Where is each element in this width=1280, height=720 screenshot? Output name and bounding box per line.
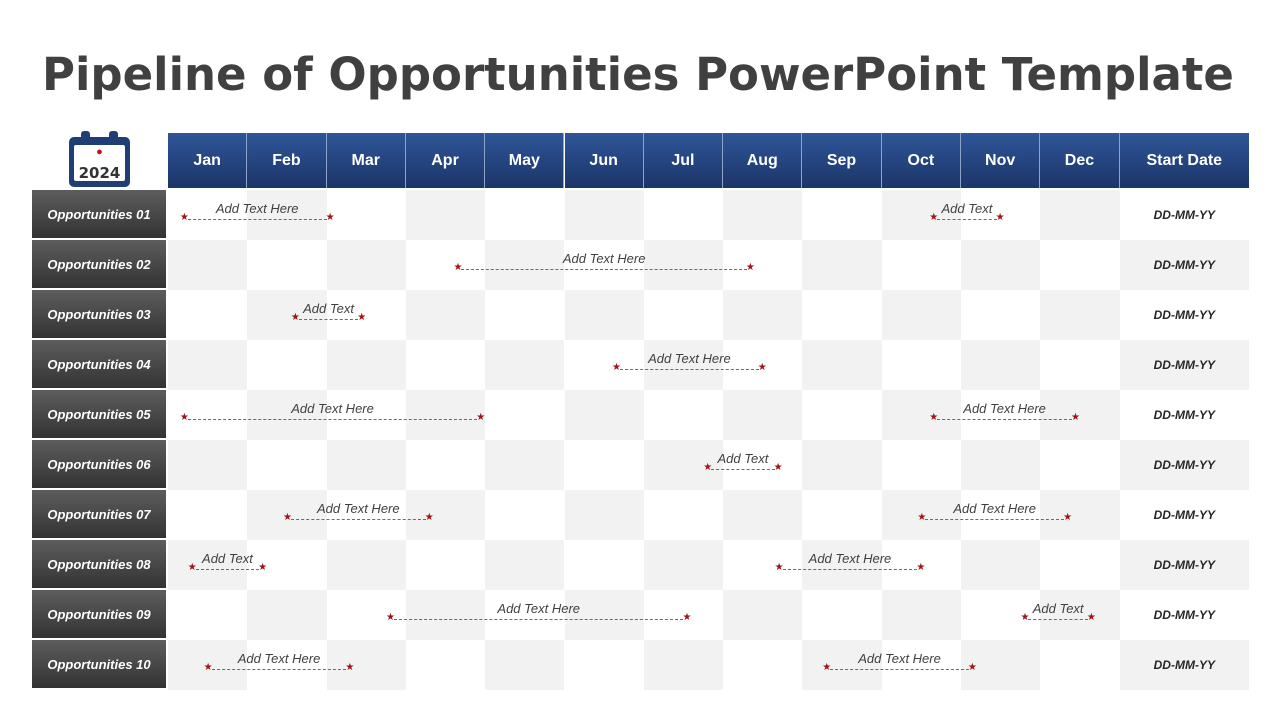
dashed-line [188,219,327,220]
timeline-bar[interactable] [179,401,486,424]
page-title: Pipeline of Opportunities PowerPoint Template [42,48,1234,101]
timeline-bar[interactable] [453,251,755,274]
grid-cell [961,340,1040,390]
grid-cell [1040,340,1119,390]
grid-cell [406,190,485,240]
grid-cell [485,390,564,440]
grid-cell [1040,540,1119,590]
dashed-line [212,669,347,670]
grid-cell [644,540,723,590]
grid-cell [644,490,723,540]
row-label: Opportunities 07 [32,490,166,540]
timeline-bar[interactable] [612,351,767,374]
timeline-bar[interactable] [917,501,1073,524]
start-date-value: DD-MM-YY [1153,608,1215,622]
grid-cell [644,290,723,340]
dashed-line [461,269,746,270]
star-end-icon: ★ [1071,412,1080,423]
grid-cell [247,240,326,290]
star-start-icon: ★ [386,612,395,623]
start-date-value: DD-MM-YY [1153,408,1215,422]
bar-label: Add Text Here [808,551,892,566]
start-date-value: DD-MM-YY [1153,658,1215,672]
row-label: Opportunities 06 [32,440,166,490]
timeline-bar[interactable] [282,501,434,524]
grid-cell [406,640,485,690]
grid-cell [802,190,881,240]
start-date-header: Start Date [1120,133,1249,188]
month-header-mar: Mar [327,133,406,188]
row-label: Opportunities 04 [32,340,166,390]
star-start-icon: ★ [290,312,300,323]
dashed-line [299,319,358,320]
star-start-icon: ★ [929,212,939,223]
grid-cell [723,590,802,640]
grid-cell [406,540,485,590]
grid-cell [961,540,1040,590]
grid-cell [723,490,802,540]
grid-cell [485,290,564,340]
timeline-bar[interactable] [929,401,1080,424]
start-date-value: DD-MM-YY [1153,208,1215,222]
grid-cell [882,240,961,290]
star-start-icon: ★ [453,262,463,273]
star-start-icon: ★ [703,462,713,473]
timeline-bar[interactable] [774,551,926,574]
star-end-icon: ★ [357,312,367,323]
row-label: Opportunities 01 [32,190,166,240]
month-header-nov: Nov [961,133,1040,188]
grid-cell [802,390,881,440]
star-start-icon: ★ [187,562,197,573]
bar-label: Add Text [303,301,354,316]
grid-cell [802,240,881,290]
dashed-line [1028,619,1087,620]
grid-cell [644,640,723,690]
grid-cell [723,640,802,690]
timeline-bar[interactable] [703,451,783,474]
grid-cell [1040,190,1119,240]
grid-cell [961,240,1040,290]
month-header-jul: Jul [644,133,723,188]
start-date-value: DD-MM-YY [1153,458,1215,472]
star-end-icon: ★ [682,612,692,623]
row-label: Opportunities 05 [32,390,166,440]
bar-label: Add Text Here [858,651,941,666]
star-end-icon: ★ [424,512,434,523]
dashed-line [925,519,1064,520]
bar-label: Add Text Here [497,601,581,616]
start-date-value: DD-MM-YY [1153,358,1215,372]
start-date-value: DD-MM-YY [1153,558,1215,572]
grid-cell [1040,640,1119,690]
month-header-dec: Dec [1040,133,1119,188]
dashed-line [937,219,996,220]
grid-cell [168,290,247,340]
grid-cell [882,340,961,390]
month-header-aug: Aug [723,133,802,188]
month-header-feb: Feb [247,133,326,188]
star-start-icon: ★ [612,362,621,373]
star-start-icon: ★ [203,662,213,673]
bar-label: Add Text [717,451,769,466]
grid-cell [644,190,723,240]
grid-cell [247,340,326,390]
grid-cell [168,490,247,540]
grid-cell [247,440,326,490]
bar-label: Add Text [1032,601,1084,616]
star-start-icon: ★ [917,512,927,523]
bar-label: Add Text Here [291,401,374,416]
star-end-icon: ★ [773,462,783,473]
grid-cell [802,290,881,340]
grid-cell [1040,440,1119,490]
grid-cell [565,190,644,240]
row-label: Opportunities 09 [32,590,166,640]
grid-cell [485,490,564,540]
grid-cell [723,190,802,240]
star-start-icon: ★ [179,212,189,223]
star-end-icon: ★ [345,662,355,673]
bar-label: Add Text [941,201,993,216]
timeline-bar[interactable] [929,201,1005,224]
grid-cell [565,440,644,490]
star-end-icon: ★ [476,412,486,423]
star-end-icon: ★ [325,212,335,223]
pipeline-grid [32,133,1249,688]
star-end-icon: ★ [745,262,755,273]
grid-cell [565,290,644,340]
grid-cell [168,590,247,640]
star-end-icon: ★ [916,562,926,573]
grid-cell [644,390,723,440]
dashed-line [783,569,918,570]
grid-cell [406,290,485,340]
grid-cell [485,640,564,690]
grid-cell [485,540,564,590]
grid-cell [802,590,881,640]
dashed-line [196,569,259,570]
row-label: Opportunities 10 [32,640,166,690]
lightbulb-icon: ● [96,146,103,158]
grid-cell [327,540,406,590]
calendar-year: 2024 [78,164,121,182]
grid-cell [485,340,564,390]
start-date-value: DD-MM-YY [1153,308,1215,322]
start-date-value: DD-MM-YY [1153,508,1215,522]
grid-cell [961,440,1040,490]
grid-cell [882,590,961,640]
month-header-sep: Sep [802,133,881,188]
grid-cell [327,340,406,390]
grid-cell [723,390,802,440]
row-label: Opportunities 08 [32,540,166,590]
grid-cell [327,440,406,490]
grid-cell [1040,240,1119,290]
row-label: Opportunities 02 [32,240,166,290]
star-start-icon: ★ [179,412,189,423]
grid-cell [565,490,644,540]
grid-cell [882,290,961,340]
timeline-bar[interactable] [203,651,355,674]
star-start-icon: ★ [282,512,292,523]
grid-cell [168,440,247,490]
bar-label: Add Text [202,551,253,566]
month-header-oct: Oct [882,133,961,188]
grid-cell [723,290,802,340]
star-start-icon: ★ [822,662,832,673]
grid-cell [327,240,406,290]
grid-cell [406,340,485,390]
star-end-icon: ★ [757,362,767,373]
timeline-bar[interactable] [187,551,268,574]
bar-label: Add Text Here [562,251,646,266]
dashed-line [937,419,1072,420]
star-start-icon: ★ [929,412,939,423]
bar-label: Add Text Here [316,501,400,516]
grid-cell [565,390,644,440]
month-header-jan: Jan [168,133,247,188]
timeline-bar[interactable] [386,601,692,624]
grid-cell [327,190,406,240]
month-header-apr: Apr [406,133,485,188]
dashed-line [188,419,477,420]
bar-label: Add Text Here [648,351,731,366]
grid-cell [168,240,247,290]
timeline-bar[interactable] [822,651,977,674]
grid-cell [802,440,881,490]
grid-cell [802,340,881,390]
star-end-icon: ★ [967,662,977,673]
bar-label: Add Text Here [963,401,1046,416]
row-label: Opportunities 03 [32,290,166,340]
grid-cell [168,340,247,390]
timeline-bar[interactable] [179,201,335,224]
bar-label: Add Text Here [237,651,321,666]
grid-cell [961,290,1040,340]
dashed-line [711,469,774,470]
grid-cell [247,590,326,640]
dashed-line [291,519,426,520]
bar-label: Add Text Here [215,201,299,216]
star-end-icon: ★ [1086,612,1096,623]
grid-cell [1040,290,1119,340]
timeline-bar[interactable] [1020,601,1096,624]
grid-cell [485,190,564,240]
star-end-icon: ★ [1063,512,1073,523]
dashed-line [620,369,759,370]
grid-cell [565,640,644,690]
bar-label: Add Text Here [953,501,1036,516]
grid-cell [485,440,564,490]
dashed-line [394,619,683,620]
grid-cell [802,490,881,540]
month-header-may: May [485,133,564,188]
grid-cell [882,440,961,490]
timeline-bar[interactable] [290,301,367,324]
grid-cell [565,540,644,590]
star-end-icon: ★ [995,212,1005,223]
grid-cell [406,440,485,490]
dashed-line [830,669,969,670]
start-date-value: DD-MM-YY [1153,258,1215,272]
month-header-jun: Jun [565,133,644,188]
star-start-icon: ★ [774,562,784,573]
star-end-icon: ★ [258,562,268,573]
star-start-icon: ★ [1020,612,1030,623]
